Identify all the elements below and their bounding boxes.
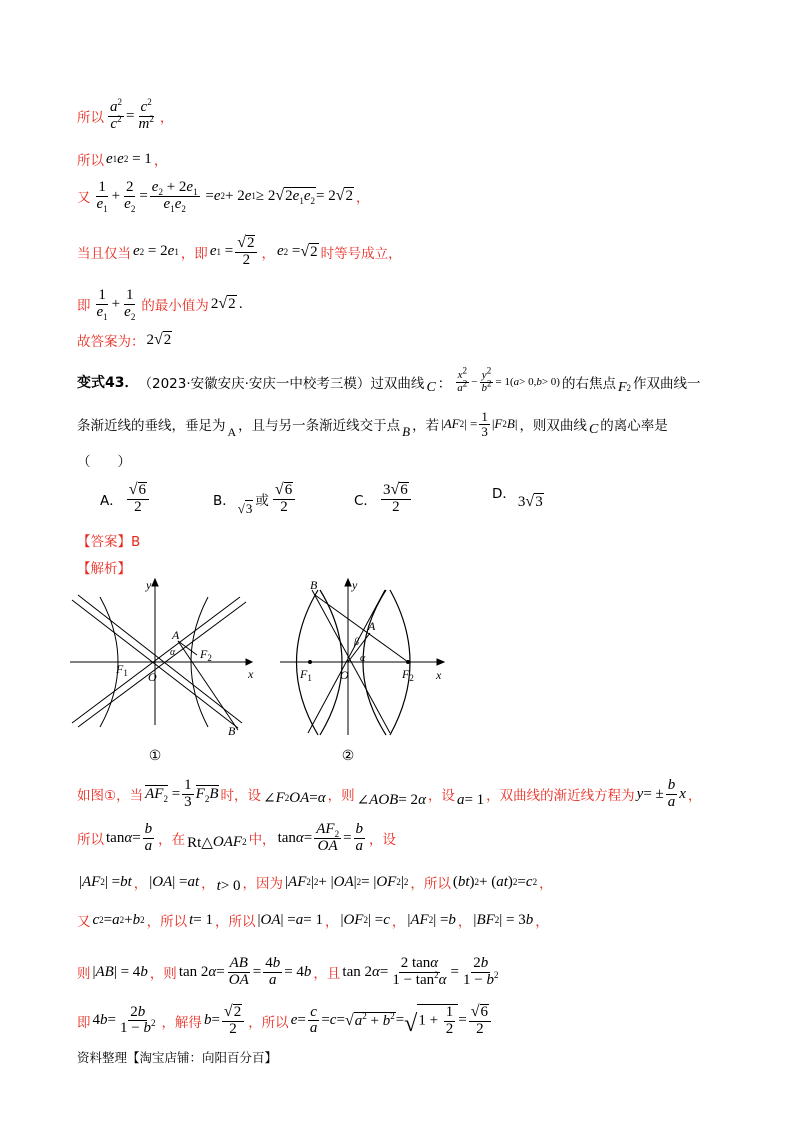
math-ab4b: | AB | = 4 b <box>92 963 148 980</box>
figure-1 <box>70 575 270 770</box>
math-min: 2 √ 2 <box>210 295 236 313</box>
math-B: B <box>402 424 411 440</box>
svg-text:B: B <box>310 578 318 592</box>
text-zuo: 作双曲线一 <box>633 376 701 393</box>
text-period: . <box>238 296 243 313</box>
math-af2b: | AF 2 | = b <box>407 911 456 928</box>
math-tan2a-2: tan 2 α = $\frac{2 \tan\alpha}{1 - \tan^2\alpha}$ = $\frac{2b}{1 - b^2}$ <box>342 955 499 988</box>
text-ji: 即 <box>77 298 91 315</box>
text-asym: ，双曲线的渐近线方程为 <box>486 788 635 805</box>
text-comma10: ， <box>391 914 406 930</box>
option-c-value: 3 √ 6 2 <box>379 482 413 516</box>
math-tan2: tan α = $\frac{AF_2}{OA}$ = $\frac{b}{a}$ <box>277 821 364 854</box>
text-guda: 故答案为： <box>77 334 145 350</box>
text-jiede: ，解得 <box>161 1014 202 1031</box>
math-ineq: $\frac{1}{e_1}$ + $\frac{2}{e_2}$ = $\frac{e_2 + 2e_1}{e_1e_2}$ = e 2 + 2 e 1 ≥ 2 √ $2e_1e_2$ = 2 √ 2 <box>96 179 353 214</box>
svg-text:B: B <box>228 724 236 738</box>
math-e1e2: e 1 e 2 = 1 <box>106 150 152 167</box>
svg-text:α: α <box>170 647 176 658</box>
svg-text:F1: $F_1$ <box>116 662 128 678</box>
svg-text:F1: $F_1$ <box>300 667 312 683</box>
text-rutu: 如图①，当 <box>77 788 144 805</box>
text-she: ，设 <box>427 788 455 805</box>
answer-tag: 【答案】B <box>77 534 141 550</box>
text-comma7: ， <box>201 876 215 892</box>
math-angle1: ∠ F 2 OA = α <box>263 789 326 807</box>
math-af2bt: | AF 2 | = bt <box>79 873 132 890</box>
text-line2e: 的离心率是 <box>600 418 668 435</box>
text-qie: ，且 <box>313 966 341 983</box>
problem-source: （2023·安徽安庆·安庆一中校考三模）过双曲线 <box>138 376 425 393</box>
math-e2val: e 2 = √ 2 <box>276 242 318 260</box>
option-a-value: √ 6 2 <box>125 482 151 516</box>
svg-text:y: y <box>146 578 152 592</box>
svg-text:β: β <box>354 637 359 648</box>
text-comma6: ， <box>133 876 148 892</box>
text-yinwei: ，因为 <box>242 876 284 892</box>
text-line2a: 条渐近线的垂线，垂足为 <box>77 418 226 435</box>
text-comma8: ， <box>539 876 553 892</box>
text-ze3: ，则 <box>149 966 177 983</box>
math-e1val: e 1 = √ 2 2 <box>210 235 260 269</box>
text-she2: ，设 <box>369 832 397 849</box>
option-b-value1: √ 3 <box>237 501 253 517</box>
math-F2: F 2 <box>617 380 632 396</box>
svg-text:α: α <box>360 653 366 664</box>
text-ze: ，则 <box>327 788 355 805</box>
math-vec: $AF_2$ = $\frac{1}{3}$ $F_2B$ <box>145 777 219 810</box>
option-b-value2: √ 6 2 <box>271 482 297 516</box>
text-zhong: 中， <box>248 832 276 849</box>
text-suoyi3: 所以 <box>77 832 104 849</box>
footer-text: 资料整理【淘宝店铺：向阳百分百】 <box>77 1050 278 1065</box>
text-suoyi: 所以 <box>77 110 104 127</box>
text-comma2: ， <box>153 153 168 169</box>
text-ji-1: ，即 <box>180 245 208 262</box>
math-of2c: | OF 2 | = c <box>340 911 390 928</box>
math-A: A <box>227 424 237 439</box>
math-bf23b: | BF 2 | = 3 b <box>473 911 534 928</box>
math-sum: $\frac{1}{e_1}$ + $\frac{1}{e_2}$ <box>96 287 136 322</box>
text-zai: ，在 <box>158 832 186 849</box>
svg-text:x: x <box>436 668 442 682</box>
svg-text:F2: $F_2$ <box>402 667 414 683</box>
text-jide: 即 <box>77 1014 91 1031</box>
text-line2c: ，若 <box>412 418 440 435</box>
option-c-label: C． <box>354 492 377 509</box>
text-ze2: 则 <box>77 966 91 983</box>
text-comma4: ， <box>261 245 275 262</box>
option-a[interactable] <box>100 482 153 516</box>
math-4b: 4 b = $\frac{2b}{1 - b^2}$ <box>92 1003 156 1037</box>
math-bval: b = √ 2 2 <box>204 1004 246 1038</box>
option-d-value: 3 √ 3 <box>517 493 543 510</box>
text-suoyi7: ，所以 <box>248 1014 289 1031</box>
option-d-label: D． <box>492 486 516 502</box>
text-line2b: ，且与另一条渐近线交于点 <box>238 418 401 435</box>
text-comma3: ， <box>355 190 370 207</box>
text-colon: ： <box>437 376 452 393</box>
svg-text:F2: $F_2$ <box>200 647 212 663</box>
math-t0: t > 0 <box>216 877 241 894</box>
svg-text:O: O <box>340 668 349 682</box>
text-suoyi6: ，所以 <box>215 914 256 930</box>
math-C: C <box>426 380 436 396</box>
figure-2 <box>280 575 480 770</box>
option-c[interactable] <box>354 482 415 516</box>
text-shideng: 时等号成立， <box>320 245 402 262</box>
figure-2-label: ② <box>341 748 355 764</box>
math-eq1: $\frac{a^2}{c^2}$ = $\frac{c^2}{m^2}$ <box>110 97 154 132</box>
option-a-label: A． <box>100 492 123 509</box>
option-b[interactable] <box>213 482 299 516</box>
text-you: 又 <box>77 190 91 207</box>
option-b-label: B． <box>213 492 236 509</box>
svg-text:x: x <box>248 667 254 681</box>
svg-text:y: y <box>352 578 358 592</box>
math-t1: t = 1 <box>189 911 213 928</box>
text-youc: 又 <box>77 914 91 930</box>
text-dangqie: 当且仅当 <box>77 245 131 262</box>
math-pyth: | AF 2 | 2 + | OA | 2 = | OF 2 | 2 <box>285 873 409 890</box>
math-a1: a = 1 <box>456 791 485 808</box>
text-line2d: ，则双曲线 <box>519 418 587 435</box>
math-bt: ( bt ) 2 + ( at ) 2 = c 2 <box>452 873 538 890</box>
text-rightfocus: 的右焦点 <box>561 376 616 393</box>
text-suoyi4: ，所以 <box>410 876 451 892</box>
analysis-tag: 【解析】 <box>77 561 131 577</box>
text-suoyi5: ，所以 <box>146 914 188 930</box>
math-c2: c 2 = a 2 + b 2 <box>92 911 145 928</box>
math-ratio: | AF 2 | = $\frac{1}{3}$ | F 2 B | <box>441 409 518 439</box>
math-oa1: | OA | = a = 1 <box>257 911 323 928</box>
math-C2: C <box>588 422 599 438</box>
math-e2eq: e 2 = 2 e 1 <box>133 243 179 260</box>
svg-text:A: A <box>172 628 180 642</box>
text-paren: （ ） <box>77 454 131 470</box>
math-oaat: | OA | = at <box>149 873 200 890</box>
math-answer: 2 √ 2 <box>146 331 172 348</box>
math-asym: y = ± $\frac{b}{a}$ x <box>636 777 686 810</box>
math-tan: tan α = $\frac{b}{a}$ <box>106 821 153 854</box>
math-tan2a: tan 2 α = $\frac{AB}{OA}$ = $\frac{4b}{a}$ = 4 b <box>178 955 312 988</box>
text-comma12: ， <box>535 914 549 930</box>
text-comma5: ， <box>687 788 702 805</box>
svg-text:O: O <box>148 670 157 684</box>
text-demin: 的最小值为 <box>141 298 209 315</box>
text-comma: ， <box>159 110 174 127</box>
text-or: 或 <box>255 492 269 509</box>
svg-text:A: A <box>368 619 376 633</box>
option-d[interactable] <box>492 482 546 510</box>
text-comma9: ， <box>324 914 339 930</box>
math-hyperbola: $\frac{x^2}{a^2}$ − $\frac{y^2}{b^2}$ = 1( a > 0, b > 0) <box>457 365 560 394</box>
math-e: e = $\frac{c}{a}$ = c = √ $a^2 + b^2$ = √ 1 + $\frac{1}{2}$ = √ 6 2 <box>291 1004 493 1038</box>
text-shishe: 时，设 <box>220 788 261 805</box>
math-rt: Rt△ OAF 2 <box>187 833 247 851</box>
text-comma11: ， <box>457 914 472 930</box>
problem-heading: 变式43． <box>77 375 139 392</box>
figure-1-label: ① <box>148 748 162 764</box>
math-angle2: ∠ AOB = 2 α <box>356 791 426 809</box>
text-suoyi2: 所以 <box>77 153 104 169</box>
